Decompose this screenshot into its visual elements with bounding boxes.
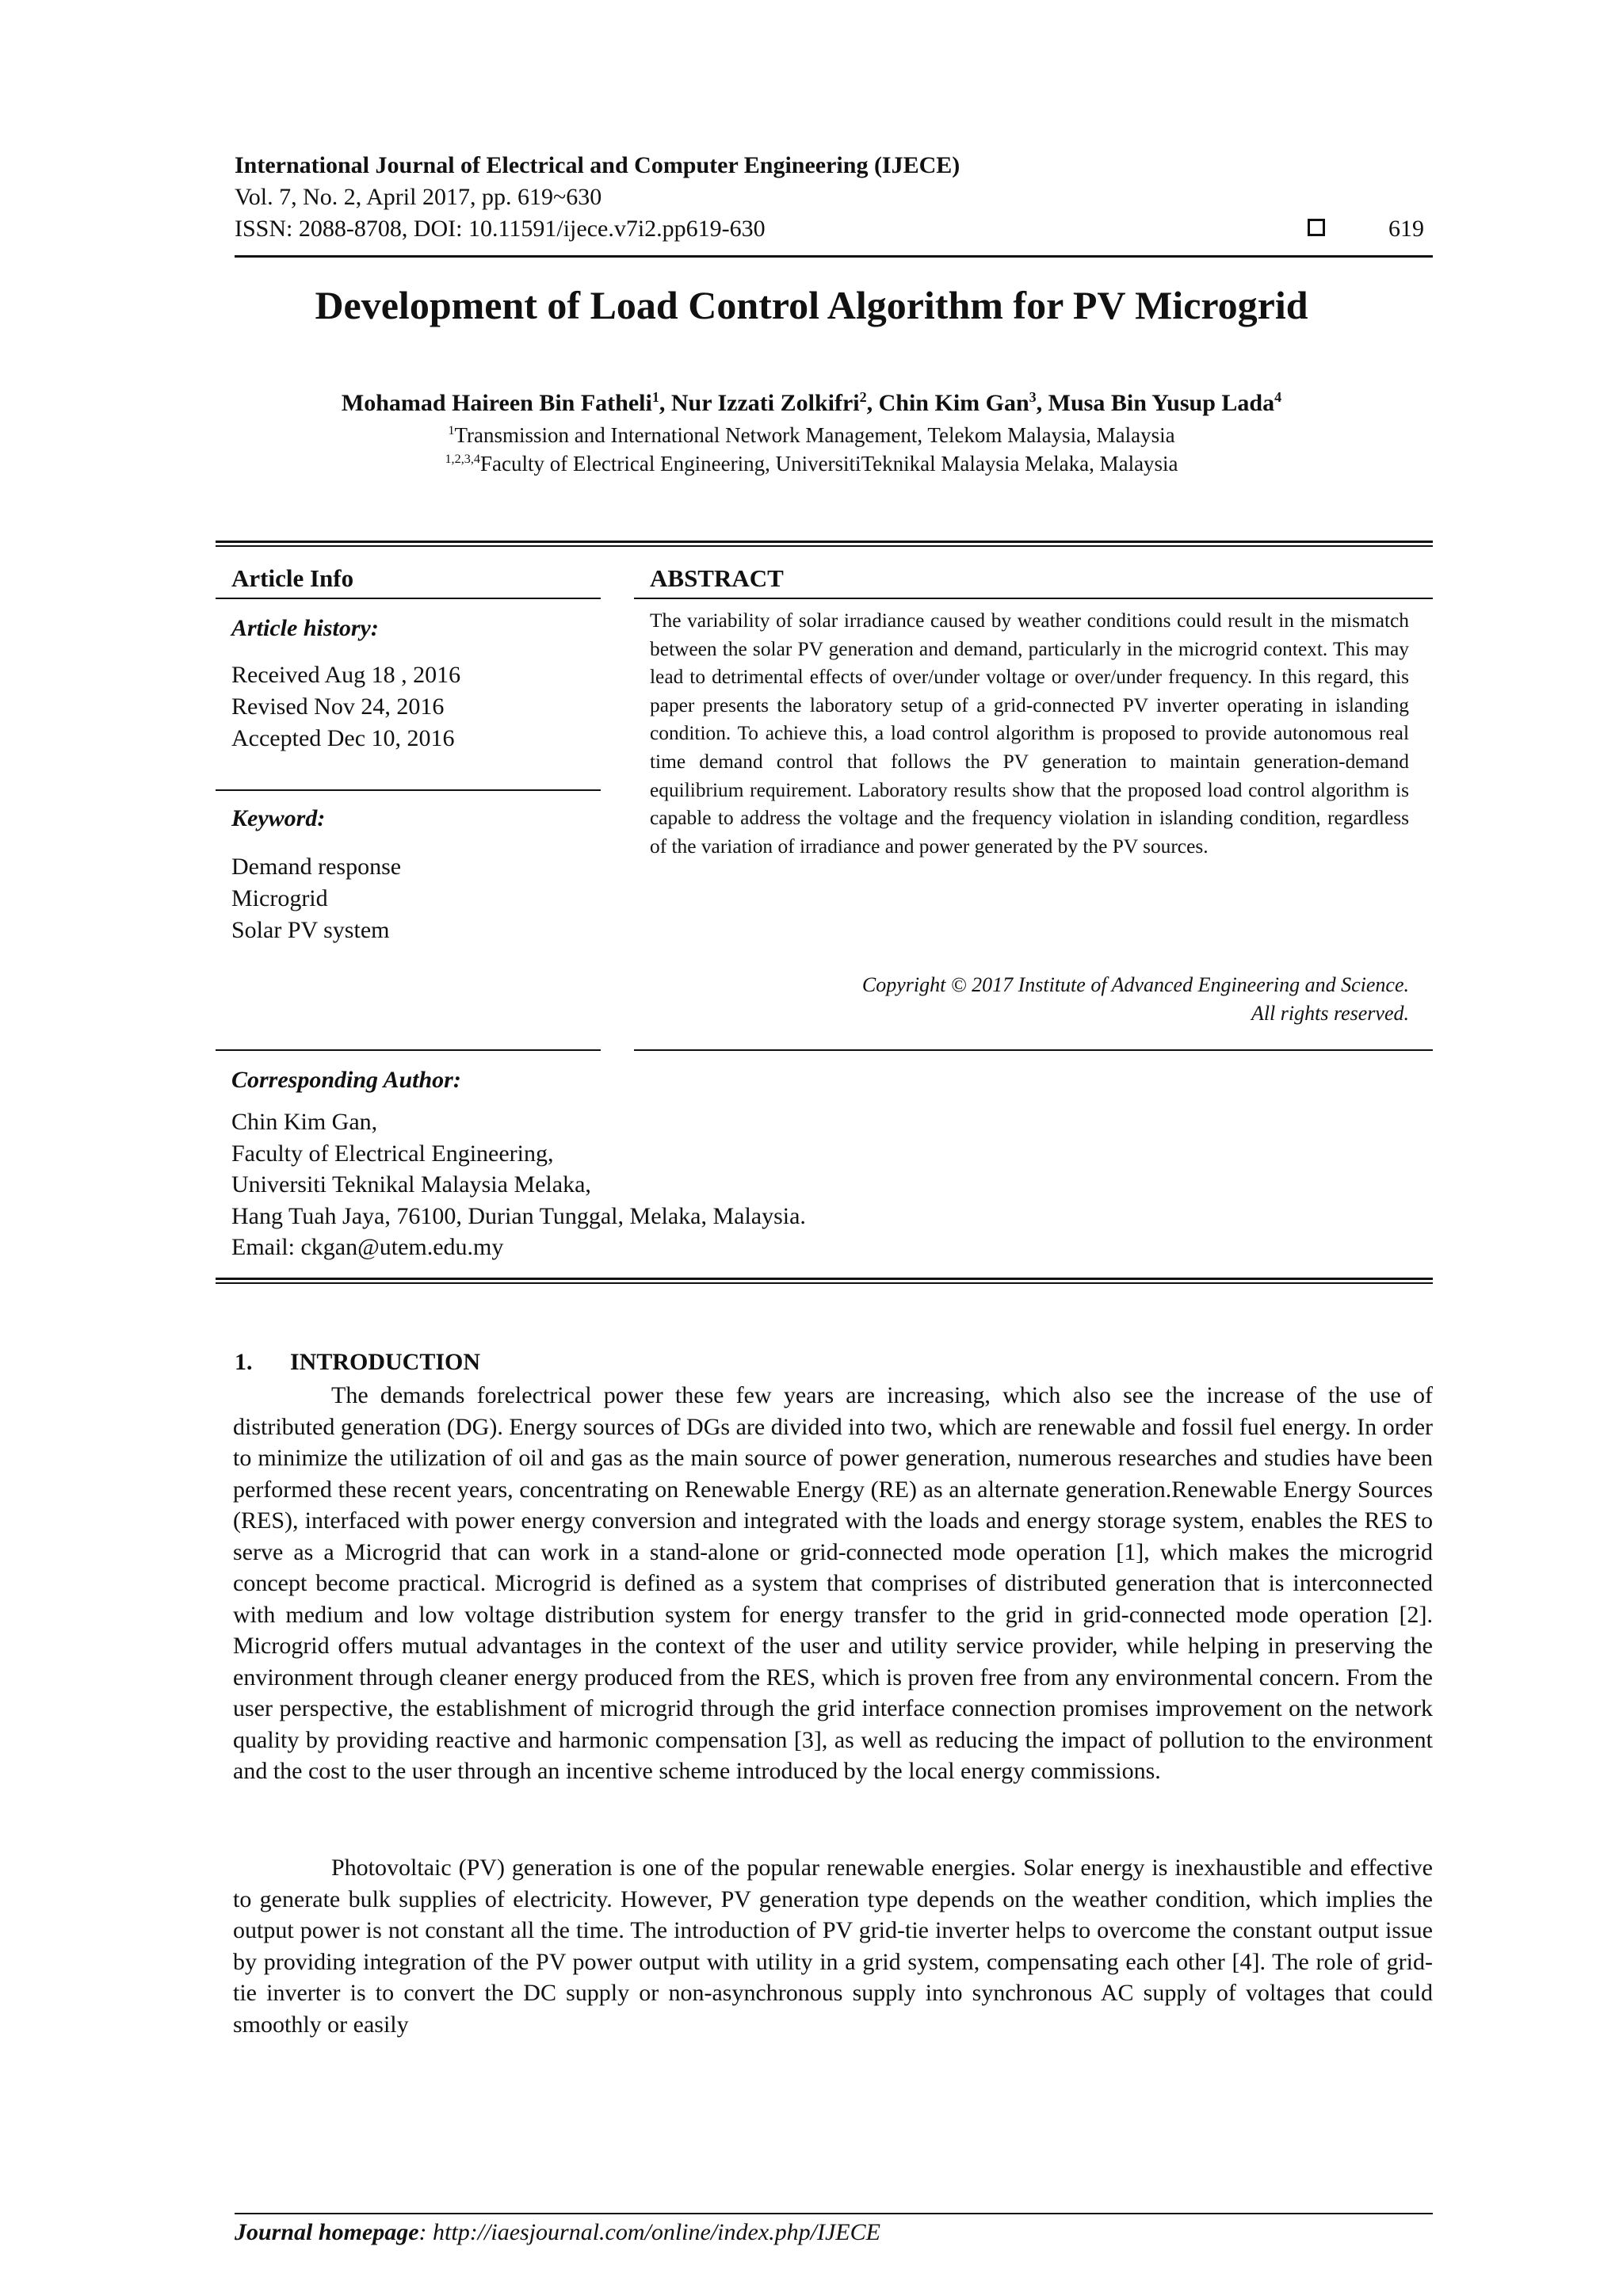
keyword-item: Demand response (231, 854, 402, 880)
copyright-line: Copyright © 2017 Institute of Advanced Engineering and Science. (861, 973, 1409, 996)
section-number: 1. (235, 1349, 253, 1375)
article-history-label: Article history: (231, 615, 379, 641)
homepage-label: Journal homepage (235, 2219, 419, 2245)
paper-title: Development of Load Control Algorithm for PV Microgrid (315, 283, 1308, 327)
history-item: Revised Nov 24, 2016 (231, 693, 445, 720)
right-column-rule (634, 1049, 1433, 1051)
left-column-rule (216, 789, 601, 791)
corresponding-email: Email: ckgan@utem.edu.my (231, 1234, 504, 1260)
section-heading (235, 1349, 480, 1376)
header-rule (235, 255, 1433, 258)
body-paragraph: The demands forelectrical power these few years are increasing, which also see the increase of the use of distributed generation (DG). Energy sources of DGs are divided into two, which are renewable and fossil fuel energy. In order to minimize the utilization of oil and gas as the main source of power generation, numerous researches and studies have been performed these recent years, concentrating on Renewable Energy (RE) as an alternate generation.Renewable Energy Sources (RES), interfaced with power energy conversion and integrated with the loads and energy storage system, enables the RES to serve as a Microgrid that can work in a stand-alone or grid-connected mode operation [1], which makes the microgrid concept become practical. Microgrid is defined as a system that comprises of distributed generation that is interconnected with medium and low voltage distribution system for energy transfer to the grid in grid-connected mode operation [2]. Microgrid offers mutual advantages in the context of the user and utility service provider, while helping in preserving the environment through cleaner energy produced from the RES, which is proven free from any environmental concern. From the user perspective, the establishment of microgrid through the grid interface connection promises improvement on the network quality by providing reactive and harmonic compensation [3], as well as reducing the impact of pollution to the environment and the cost to the user through an incentive scheme introduced by the local energy commissions. (233, 1382, 1433, 1784)
left-column-rule (216, 1049, 601, 1051)
corresponding-author-label: Corresponding Author: (231, 1067, 461, 1093)
body-paragraph: Photovoltaic (PV) generation is one of the popular renewable energies. Solar energy is inexhaustible and effective to generate bulk supplies of electricity. However, PV generation type depends on the weather condition, which implies the output power is not constant all the time. The introduction of PV grid-tie inverter helps to overcome the constant output issue by providing integration of the PV power output with utility in a grid system, compensating each other [4]. The role of grid-tie inverter is to convert the DC supply or non-asynchronous supply into synchronous AC supply of voltages that could smoothly or easily (233, 1855, 1433, 2038)
info-box-bottom-rule (216, 1278, 1433, 1284)
history-item: Accepted Dec 10, 2016 (231, 725, 455, 751)
article-history (231, 659, 460, 755)
right-column-rule (634, 598, 1433, 599)
article-info-heading: Article Info (231, 564, 354, 592)
author-sup: 1 (651, 389, 659, 405)
corresponding-line: Chin Kim Gan, (231, 1109, 378, 1135)
corresponding-line: Universiti Teknikal Malaysia Melaka, (231, 1171, 591, 1198)
abstract-text: The variability of solar irradiance caused by weather conditions could result in the mismatch between the solar PV generation and demand, particularly in the microgrid context. This may lead to detrimental effects of over/under voltage or over/under frequency. In this regard, this paper presents the laboratory setup of a grid-connected PV inverter operating in islanding condition. To achieve this, a load control algorithm is proposed to provide autonomous real time demand control that follows the PV generation to maintain generation-demand equilibrium requirement. Laboratory results show that the proposed load control algorithm is capable to address the voltage and the frequency violation in islanding condition, regardless of the variation of irradiance and power generated by the PV sources. (650, 609, 1409, 858)
page-number: 619 (1388, 216, 1424, 242)
keyword-list (231, 851, 401, 946)
author-sup: 2 (859, 389, 867, 405)
affiliation-sup: 1 (448, 423, 455, 437)
section-title: INTRODUCTION (290, 1349, 481, 1375)
author-sup: 4 (1274, 389, 1282, 405)
rights-line: All rights reserved. (1251, 1002, 1409, 1025)
journal-name: International Journal of Electrical and Computer Engineering (IJECE) (235, 152, 960, 178)
left-column-rule (216, 598, 601, 599)
affiliation-text: Faculty of Electrical Engineering, UniversitiTeknikal Malaysia Melaka, Malaysia (479, 452, 1178, 476)
history-item: Received Aug 18 , 2016 (231, 662, 461, 688)
keyword-item: Solar PV system (231, 917, 390, 943)
info-box-top-rule (216, 541, 1433, 547)
journal-homepage: Journal homepage: http://iaesjournal.com/online/index.php/IJECE (235, 2219, 880, 2245)
author-name: Musa Bin Yusup Lada (1048, 390, 1275, 416)
author-name: Chin Kim Gan (878, 390, 1029, 416)
affiliation (0, 452, 1623, 476)
affiliation-sup: 1,2,3,4 (445, 452, 480, 466)
author-sup: 3 (1029, 389, 1037, 405)
footer-rule (235, 2213, 1433, 2214)
keyword-item: Microgrid (231, 885, 328, 911)
journal-volume: Vol. 7, No. 2, April 2017, pp. 619~630 (235, 184, 602, 210)
author-name: Mohamad Haireen Bin Fatheli (341, 390, 652, 416)
corresponding-author-details (231, 1106, 806, 1263)
journal-issn: ISSN: 2088-8708, DOI: 10.11591/ijece.v7i2.pp619-630 (235, 216, 766, 242)
author-name: Nur Izzati Zolkifri (670, 390, 860, 416)
abstract-heading: ABSTRACT (650, 564, 784, 592)
homepage-link[interactable]: http://iaesjournal.com/online/index.php/IJECE (433, 2219, 880, 2245)
author-list: Mohamad Haireen Bin Fatheli$^1$, Nur Izzati Zolkifri$^2$, Chin Kim Gan$^3$, Musa Bin Yusup Lada$^4$ (341, 389, 1282, 416)
affiliation-text: Transmission and International Network Management, Telekom Malaysia, Malaysia (454, 423, 1175, 447)
affiliation (0, 423, 1623, 448)
keyword-label: Keyword: (231, 805, 326, 831)
corresponding-line: Hang Tuah Jaya, 76100, Durian Tunggal, Melaka, Malaysia. (231, 1202, 806, 1229)
checkbox-square-icon (1308, 219, 1325, 236)
corresponding-line: Faculty of Electrical Engineering, (231, 1140, 554, 1167)
